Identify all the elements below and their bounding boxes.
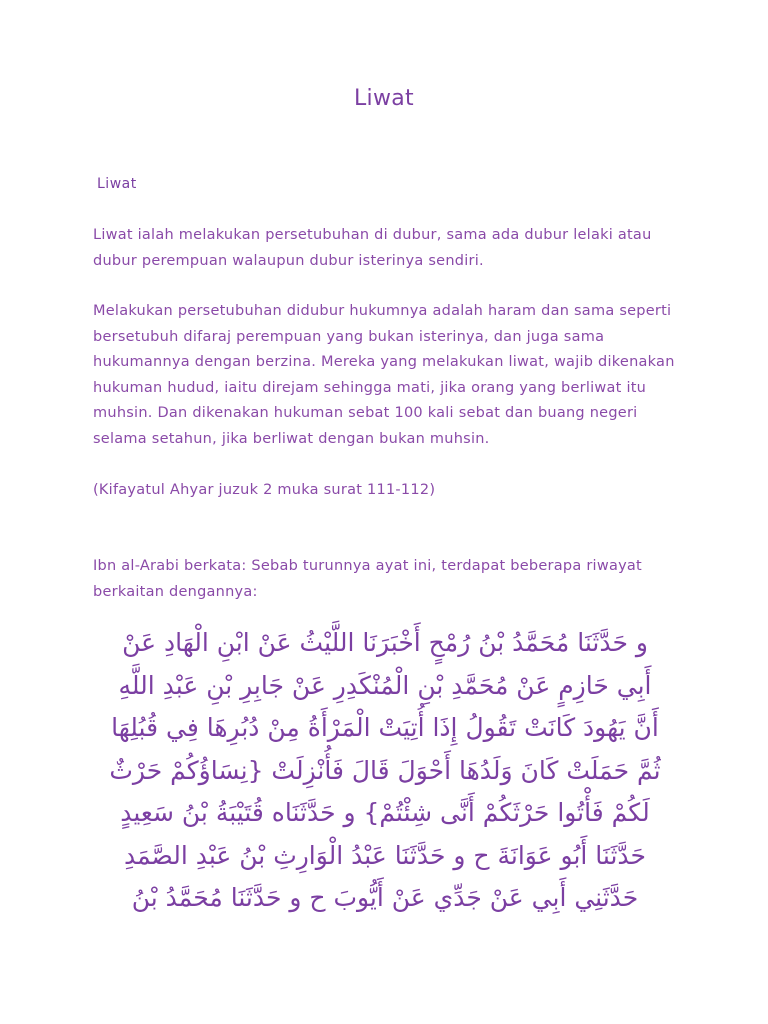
page-title: Liwat xyxy=(354,86,414,111)
arabic-line: لَكُمْ فَأْتُوا حَرْثَكُمْ أَنَّى شِئْتُمْ} و حَدَّثَنَاه قُتَيْبَةُ بْنُ سَعِيدٍ xyxy=(120,798,650,827)
arabic-line: أَبِي حَازِمٍ عَنْ مُحَمَّدِ بْنِ الْمُنْكَدِرِ عَنْ جَابِرِ بْنِ عَبْدِ اللَّهِ xyxy=(118,670,652,700)
arabic-line: حَدَّثَنَا أَبُو عَوَانَةَ ح و حَدَّثَنَا عَبْدُ الْوَارِثِ بْنُ عَبْدِ الصَّمَدِ xyxy=(123,840,647,870)
paragraph-citation: (Kifayatul Ahyar juzuk 2 muka surat 111-112) xyxy=(93,482,436,498)
arabic-line: حَدَّثَنِي أَبِي عَنْ جَدِّي عَنْ أَيُّوبَ ح و حَدَّثَنَا مُحَمَّدُ بْنُ xyxy=(131,883,639,912)
arabic-line: و حَدَّثَنَا مُحَمَّدُ بْنُ رُمْحٍ أَخْبَرَنَا اللَّيْثُ عَنْ ابْنِ الْهَادِ عَنْ xyxy=(122,628,648,657)
arabic-line: ثُمَّ حَمَلَتْ كَانَ وَلَدُهَا أَحْوَلَ قَالَ فَأُنْزِلَتْ {نِسَاؤُكُمْ حَرْثٌ xyxy=(109,755,661,785)
arabic-line: أَنَّ يَهُودَ كَانَتْ تَقُولُ إِذَا أُتِيَتْ الْمَرْأَةُ مِنْ دُبُرِهَا فِي قُبُلِهَا xyxy=(111,713,659,742)
section-heading: Liwat xyxy=(97,176,137,192)
paragraph-definition: Liwat ialah melakukan persetubuhan di dubur, sama ada dubur lelaki atau dubur perempuan walaupun dubur isterinya sendiri. xyxy=(93,227,652,269)
paragraph-ruling: Melakukan persetubuhan didubur hukumnya adalah haram dan sama seperti bersetubuh difaraj perempuan yang bukan isterinya, dan juga sama hukumannya dengan berzina. Mereka yang melakukan liwat, wajib dikenakan hukuman hudud, iaitu direjam sehingga mati, jika orang yang berliwat itu muhsin. Dan dikenakan hukuman sebat 100 kali sebat dan buang negeri selama setahun, jika berliwat dengan bukan muhsin. xyxy=(93,303,675,447)
paragraph-ibn-arabi: Ibn al-Arabi berkata: Sebab turunnya ayat ini, terdapat beberapa riwayat berkaitan dengannya: xyxy=(93,558,642,600)
arabic-hadith-text xyxy=(90,622,680,920)
